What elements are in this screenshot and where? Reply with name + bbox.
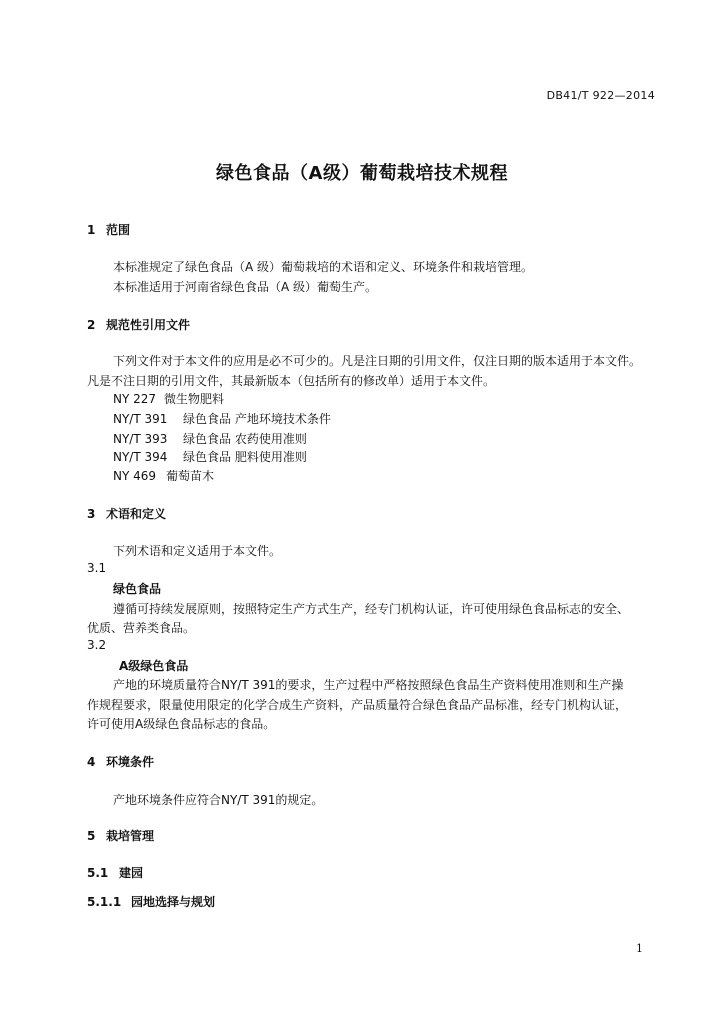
- reference-name: 绿色食品 肥料使用准则: [183, 450, 307, 464]
- section-number: 5.1: [87, 866, 109, 880]
- section-number: 5.1.1: [87, 895, 122, 909]
- section-title: 建园: [119, 866, 144, 880]
- reference-name: 葡萄苗木: [166, 469, 215, 483]
- term-number: 3.1: [87, 561, 107, 575]
- term-number: 3.2: [87, 638, 107, 652]
- section-4-heading: [87, 753, 154, 770]
- paragraph: 下列术语和定义适用于本文件。: [113, 544, 282, 558]
- reference-item: [113, 467, 214, 484]
- paragraph: 作规程要求，限量使用限定的化学合成生产资料，产品质量符合绿色食品产品标准，经专门机构认证，: [87, 698, 628, 712]
- paragraph: 产地环境条件应符合NY/T 391的规定。: [113, 793, 324, 807]
- reference-name: 绿色食品 农药使用准则: [183, 432, 307, 446]
- paragraph: 许可使用A级绿色食品标志的食品。: [87, 717, 276, 731]
- section-number: 1: [87, 223, 96, 237]
- reference-code: NY/T 393: [113, 432, 168, 446]
- paragraph: 凡是不注日期的引用文件，其最新版本（包括所有的修改单）适用于本文件。: [87, 374, 496, 388]
- section-number: 5: [87, 829, 96, 843]
- paragraph: 遵循可持续发展原则，按照特定生产方式生产，经专门机构认证，许可使用绿色食品标志的安全、: [113, 602, 630, 616]
- section-title: 术语和定义: [106, 507, 167, 521]
- standard-number: DB41/T 922—2014: [546, 89, 655, 102]
- reference-code: NY/T 391: [113, 412, 168, 426]
- paragraph: 下列文件对于本文件的应用是必不可少的。凡是注日期的引用文件，仅注日期的版本适用于本文件。: [113, 354, 642, 368]
- reference-item: [113, 430, 307, 447]
- page-number: 1: [636, 942, 643, 955]
- reference-item: [113, 390, 224, 407]
- section-3-heading: [87, 505, 166, 522]
- section-title: 规范性引用文件: [106, 318, 191, 332]
- reference-code: NY/T 394: [113, 450, 168, 464]
- reference-name: 微生物肥料: [164, 392, 225, 406]
- subsection-5-1-1-heading: [87, 893, 215, 910]
- term-title: 绿色食品: [113, 582, 162, 596]
- section-2-heading: [87, 316, 190, 333]
- reference-item: [113, 410, 331, 427]
- section-number: 4: [87, 755, 96, 769]
- term-title: A级绿色食品: [119, 659, 189, 673]
- document-title: 绿色食品（A级）葡萄栽培技术规程: [216, 163, 508, 184]
- section-title: 范围: [106, 223, 131, 237]
- subsection-5-1-heading: [87, 864, 143, 881]
- section-title: 栽培管理: [106, 829, 155, 843]
- reference-code: NY 227: [113, 392, 157, 406]
- section-5-heading: [87, 827, 154, 844]
- paragraph: 本标准适用于河南省绿色食品（A 级）葡萄生产。: [113, 280, 378, 294]
- reference-code: NY 469: [113, 469, 157, 483]
- paragraph: 产地的环境质量符合NY/T 391的要求，生产过程中严格按照绿色食品生产资料使用准则和生产操: [113, 678, 624, 692]
- section-title: 园地选择与规划: [131, 895, 216, 909]
- paragraph: 本标准规定了绿色食品（A 级）葡萄栽培的术语和定义、环境条件和栽培管理。: [113, 260, 534, 274]
- section-1-heading: [87, 221, 130, 238]
- reference-name: 绿色食品 产地环境技术条件: [183, 412, 331, 426]
- section-number: 2: [87, 318, 96, 332]
- section-title: 环境条件: [106, 755, 155, 769]
- section-number: 3: [87, 507, 96, 521]
- paragraph: 优质、营养类食品。: [87, 621, 196, 635]
- reference-item: [113, 448, 307, 465]
